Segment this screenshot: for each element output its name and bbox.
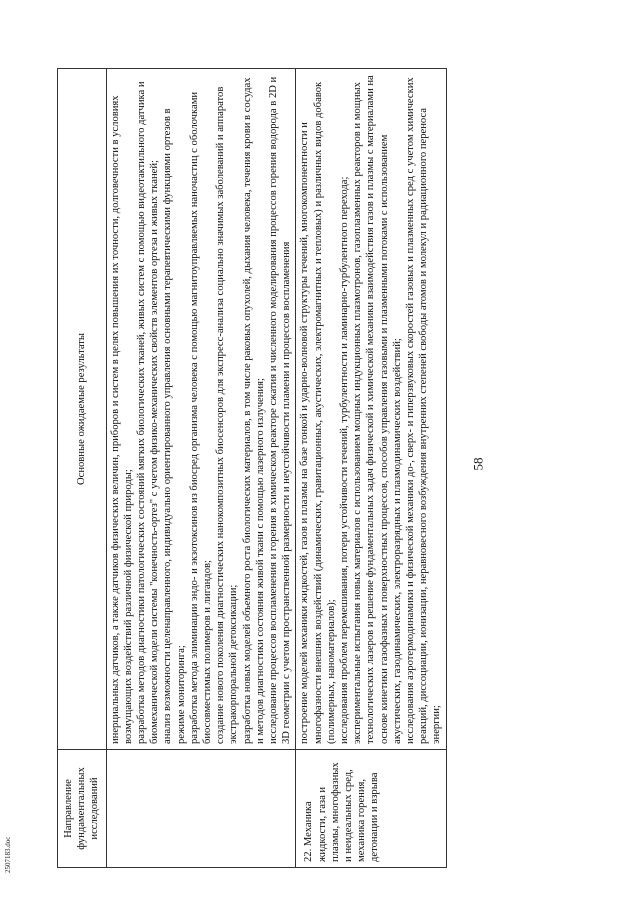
result-paragraph: разработка методов диагностики патологических состояний мягких биологических тканей, живых систем с помощью видеотактильного датчика и биомеханической модели системы "конечность-ортез" с учетом физико-механических свойств элементов ортеза и живых тканей; [136, 81, 161, 744]
result-paragraph: исследование процессов воспламенения и горения в химическом реакторе сжатия и численного моделирования процессов горения водорода в 2D и 3D геометрии с учетом пространственной размерности и неустойчивости пламени и процессов воспламенения [268, 76, 293, 744]
result-paragraph: построение моделей механики жидкостей, газов и плазмы на базе тонкой и ударно-волновой структуры течений, многокомпонентности и многофазности внешних воздействий (динамических, гравитационных, акустических, электромагнитных и тепловых) и различных видов добавок (полимерных, наноматериалов); [299, 81, 337, 744]
rotated-table-frame [57, 68, 562, 868]
header-results: Основные ожидаемые результаты [58, 69, 107, 750]
result-paragraph: анализ возможности целенаправленного, индивидуально ориентированного управления основными терапевтическими функциями ортезов в режиме мониторинга; [162, 108, 187, 744]
table-row [296, 69, 446, 868]
document-reference: 2507183.doc [4, 836, 12, 873]
table-header-row [58, 69, 107, 868]
result-paragraph: создание нового поколения диагностических нанокомпозитных биосенсоров для экспресс-анализа социально значимых заболеваний и аппаратов экстракорпоральной детоксикации; [215, 86, 240, 744]
header-direction: Направление фундаментальных исследований [58, 750, 107, 868]
result-paragraph: разработка новых моделей объемного роста биологических материалов, в том числе раковых опухолей, дыхания человека, течения крови в сосудах и методов диагностики состояния живой ткани с помощью лазерного излучения; [241, 77, 266, 744]
result-paragraph: разработка метода элиминации эндо- и экзотоксинов из биосред организма человека с помощью магнитоуправляемых наночастиц с оболочками биосовместимых полимеров и лигандов; [188, 91, 214, 744]
result-paragraph: исследования проблем перемешивания, потери устойчивости течений, турбулентности и ламинарно-турбулентного перехода; [339, 176, 351, 744]
table-row [106, 69, 296, 868]
results-cell [106, 69, 296, 750]
result-paragraph: инерциальных датчиков, а также датчиков физических величин, приборов и систем в целях повышения их точности, долговечности в условиях возмущающих воздействий различной физической природы; [109, 95, 134, 744]
direction-cell [106, 750, 296, 868]
result-paragraph: исследования аэротермодинамики и физической механики до-, сверх- и гиперзвуковых скоростей газовых и плазменных сред с учетом химических реакций, диссоциации, ионизации, неравновесного возбуждения внутренних степеней свободы атомов и молекул и радиационного переноса энергии; [405, 77, 443, 744]
result-paragraph: экспериментальные испытания новых материалов с использованием мощных индукционных плазмотронов, газоплазменных реакторов и мощных технологических лазеров и решение фундаментальных задач физической и химической механики взаимодействия газов и плазмы с материалами на основе кинетики газофазных и поверхностных процессов, способов управления газовыми и плазменными потоками с использованием акустических, газодинамических, электроразрядных и плазмодинамических воздействий; [352, 75, 403, 744]
direction-cell: 22. Механика жидкости, газа и плазмы, многофазных и неидеальных сред, механика горения, детонации и взрыва [296, 750, 446, 868]
research-table [57, 68, 447, 868]
results-cell [296, 69, 446, 750]
page-number: 58 [470, 457, 486, 471]
